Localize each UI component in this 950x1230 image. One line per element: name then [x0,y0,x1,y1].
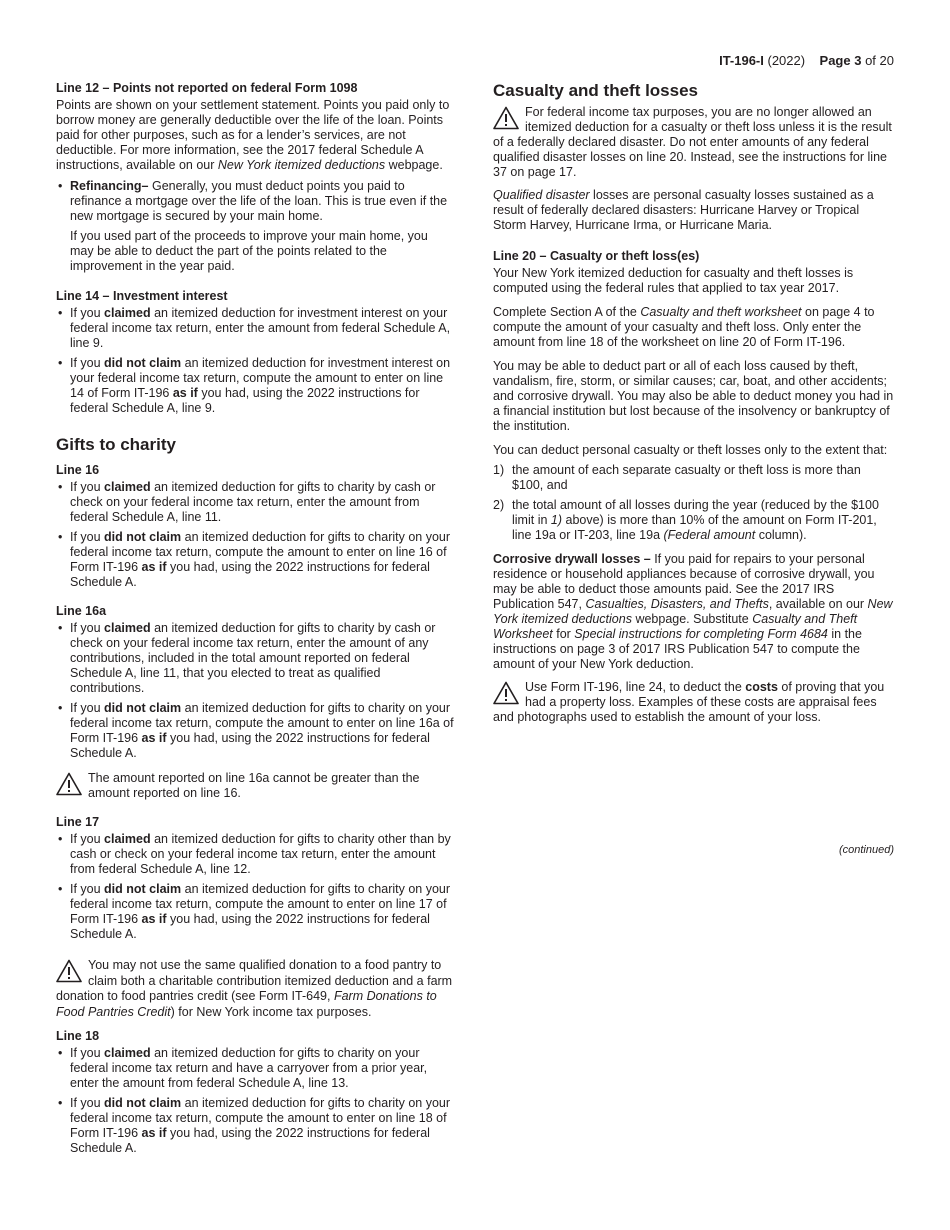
line18-bullet-claimed: • If you claimed an itemized deduction for gifts to charity on your federal income tax return and have a carryover from a prior year, enter the amount from federal Schedule A, line 13. [56,1046,454,1091]
page-number: Page 3 [819,53,862,68]
refinancing-bullet: • Refinancing– Generally, you must deduct points you paid to refinance a mortgage over the life of the loan. This is true even if the new mortgage is secured by your main home. [56,179,454,224]
right-column [493,81,894,858]
line16-heading: Line 16 [56,463,100,477]
caution-icon [56,772,82,796]
line20-paragraph-1: Your New York itemized deduction for casualty and theft losses is computed using the federal rules that applied to tax year 2017. [493,266,854,295]
line14-bullet-claimed: • If you claimed an itemized deduction for investment interest on your federal income tax return, enter the amount from federal Schedule A, line 9. [56,306,454,351]
qualified-disaster-paragraph: Qualified disaster losses are personal casualty losses sustained as a result of federally declared disasters: Hurricane Harvey or Tropical Storm Harvey, Hurricane Irma, or Hurricane Maria. [493,188,874,232]
line17-heading: Line 17 [56,815,100,829]
line20-paragraph-4: You can deduct personal casualty or theft losses only to the extent that: [493,443,888,457]
line16-bullet-not-claimed: • If you did not claim an itemized deduction for gifts to charity on your federal income tax return, compute the amount to enter on line 16 of Form IT-196 as if you had, using the 2022 instructions for federal Schedule A. [56,530,454,590]
refinancing-continued: If you used part of the proceeds to improve your main home, you may be able to deduct the part of the points related to the improvement in the year paid. [70,229,428,273]
line14-bullet-not-claimed: • If you did not claim an itemized deduction for investment interest on your federal income tax return, compute the amount to enter on line 14 of Form IT-196 as if you had, using the 2022 instructions for federal Schedule A, line 9. [56,356,454,416]
line16a-bullet-not-claimed: • If you did not claim an itemized deduction for gifts to charity on your federal income tax return, compute the amount to enter on line 16a of Form IT-196 as if you had, using the 2022 instructions for federal Schedule A. [56,701,454,761]
line16a-caution: The amount reported on line 16a cannot be greater than the amount reported on line 16. [56,771,454,801]
line12-paragraph: Points are shown on your settlement statement. Points you paid only to borrow money are generally deductible over the life of the loan. Points paid for other purposes, such as for a lender’s services, are not deductible. For more information, see the 2017 federal Schedule A instructions, available on our New York itemized deductions webpage. [56,98,450,172]
numbered-item-1: 1) the amount of each separate casualty or theft loss is more than $100, and [493,463,861,492]
line16a-heading: Line 16a [56,604,107,618]
line18-bullet-not-claimed: • If you did not claim an itemized deduction for gifts to charity on your federal income tax return, compute the amount to enter on line 18 of Form IT-196 as if you had, using the 2022 instructions for federal Schedule A. [56,1096,454,1156]
form-year: (2022) [767,53,806,68]
casualty-caution: For federal income tax purposes, you are no longer allowed an itemized deduction for a casualty or theft loss unless it is the result of a federally declared disaster. Do not enter amounts of any federal qualified disaster losses on line 20. Instead, see the instructions for line 37 on page 17. [493,105,892,179]
line14-heading: Line 14 – Investment interest [56,289,228,303]
line18-heading: Line 18 [56,1029,100,1043]
form-number: IT-196-I [719,53,764,68]
caution-icon [56,959,82,983]
food-pantry-caution: You may not use the same qualified donation to a food pantry to claim both a charitable contribution itemized deduction and a farm donation to food pantries credit (see Form IT-649, Farm Donations to Food Pantries Credit) for New York income tax purposes. [56,958,453,1019]
continued-note: (continued) [838,844,894,856]
caution-icon [493,681,519,705]
numbered-item-2: 2) the total amount of all losses during the year (reduced by the $100 limit in 1) above) is more than 10% of the amount on Form IT-201, line 19a or IT-203, line 19a (Federal amount column). [493,498,879,542]
caution-icon [493,106,519,130]
page-total: of 20 [865,53,894,68]
itemized-deductions-link-text: New York itemized deductions [217,158,386,172]
line20-heading: Line 20 – Casualty or theft loss(es) [493,249,700,263]
left-column [56,81,454,1161]
gifts-to-charity-heading: Gifts to charity [56,435,176,454]
corrosive-drywall-paragraph: Corrosive drywall losses – If you paid for repairs to your personal residence or household appliances because of corrosive drywall, you may be able to deduct those amounts paid. See the 2017 IRS Publication 547, Casualties, Disasters, and Thefts, available on our New York itemized deductions webpage. Substitute Casualty and Theft Worksheet for Special instructions for completing Form 4684 in the instructions on page 3 of 2017 IRS Publication 547 to compute the amount of your New York deduction. [493,552,893,671]
page-header [719,53,894,68]
line17-bullet-not-claimed: • If you did not claim an itemized deduction for gifts to charity on your federal income tax return, compute the amount to enter on line 17 of Form IT-196 as if you had, using the 2022 instructions for federal Schedule A. [56,882,454,942]
line16a-bullet-claimed: • If you claimed an itemized deduction for gifts to charity by cash or check on your federal income tax return, enter the amount of any contributions, included in the total amount reported on federal Schedule A, line 11, that you elected to treat as qualified contributions. [56,621,454,696]
line12-heading: Line 12 – Points not reported on federal Form 1098 [56,81,358,95]
casualty-theft-heading: Casualty and theft losses [493,81,699,100]
proving-costs-caution: Use Form IT-196, line 24, to deduct the costs of proving that you had a property loss. Examples of these costs are appraisal fees and photographs used to establish the amount of your loss. [493,680,885,724]
line20-paragraph-2: Complete Section A of the Casualty and theft worksheet on page 4 to compute the amount of your casualty and theft loss. Only enter the amount from line 18 of the worksheet on line 20 of Form IT-196. [493,305,875,349]
line16-bullet-claimed: • If you claimed an itemized deduction for gifts to charity by cash or check on your federal income tax return, enter the amount from federal Schedule A, line 11. [56,480,454,525]
line17-bullet-claimed: • If you claimed an itemized deduction for gifts to charity other than by cash or check on your federal income tax return, enter the amount from federal Schedule A, line 12. [56,832,454,877]
line20-paragraph-3: You may be able to deduct part or all of each loss caused by theft, vandalism, fire, storm, or similar causes; car, boat, and other accidents; and corrosive drywall. You may also be able to deduct money you had in a financial institution but lost because of the insolvency or bankruptcy of the institution. [493,359,894,433]
